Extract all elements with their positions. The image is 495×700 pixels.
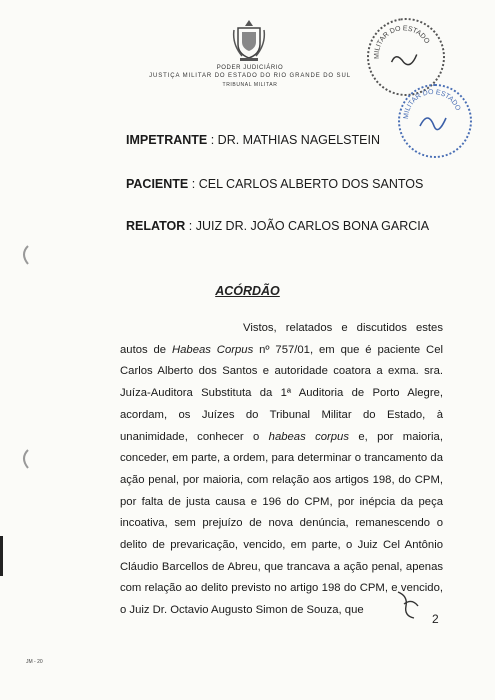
body-text-2: nº 757/01, em que é paciente Cel Carlos Alberto dos Santos e autoridade coatora a exma. sra. Juíza-Auditora Substituta da 1ª Auditoria de Porto Alegre, acordam, os Juízes do Tribunal Militar do Estado, à unanimidade, conhecer o bbox=[120, 343, 444, 443]
field-relator-value: : JUIZ DR. JOÃO CARLOS BONA GARCIA bbox=[188, 219, 430, 233]
stamp-1-text: MILITAR DO ESTADO bbox=[373, 25, 431, 60]
coat-of-arms-icon bbox=[232, 18, 266, 62]
page-number: 2 bbox=[432, 612, 439, 626]
body-text-1: Vistos, relatados e discutidos estes autos de bbox=[120, 322, 443, 356]
form-code: JM - 20 bbox=[26, 659, 43, 665]
official-stamp-2 bbox=[398, 84, 472, 158]
body-text-3: e, por maioria, conceder, em parte, a ordem, para determinar o trancamento da ação penal, por maioria, com relação aos artigos 198, do CPM, por falta de justa causa e 196 do CPM, por inépcia da peça incoativa, sem prejuízo de nova denúncia, remanescendo o delito de prevaricação, vencido, em parte, o Juiz Cel Antônio Cláudio Barcellos de Abreu, que trancava a ação penal, apenas com relação ao delito previsto no artigo 198 do CPM, e vencido, o Juiz Dr. Octavio Augusto Simon de Souza, que bbox=[120, 430, 443, 617]
field-paciente-value: : CEL CARLOS ALBERTO DOS SANTOS bbox=[191, 177, 424, 191]
field-paciente-label: PACIENTE bbox=[126, 177, 189, 191]
document-body bbox=[120, 318, 443, 622]
field-relator-label: RELATOR bbox=[126, 219, 186, 233]
body-paragraph bbox=[120, 318, 443, 622]
field-impetrante-label: IMPETRANTE bbox=[126, 133, 208, 147]
signature-rubric bbox=[390, 584, 430, 624]
field-impetrante bbox=[126, 133, 380, 147]
field-paciente bbox=[126, 177, 423, 191]
body-italic-1: Habeas Corpus bbox=[171, 343, 254, 356]
stamp-1-graphic bbox=[364, 16, 443, 95]
punch-hole-mark bbox=[18, 244, 32, 266]
scan-edge-mark bbox=[0, 536, 3, 576]
svg-text:MILITAR DO ESTADO bbox=[370, 21, 432, 59]
header-line-3: TRIBUNAL MILITAR bbox=[222, 82, 278, 88]
document-title: ACÓRDÃO bbox=[215, 284, 280, 298]
header-line-2: JUSTIÇA MILITAR DO ESTADO DO RIO GRANDE DO SUL bbox=[149, 73, 351, 79]
field-impetrante-value: : DR. MATHIAS NAGELSTEIN bbox=[210, 133, 380, 147]
stamp-2-graphic bbox=[400, 86, 466, 152]
svg-text:MILITAR DO ESTADO bbox=[403, 89, 462, 119]
body-italic-2: habeas corpus bbox=[268, 430, 349, 443]
punch-hole-mark bbox=[18, 448, 32, 470]
field-relator bbox=[126, 219, 429, 233]
stamp-2-text: MILITAR DO ESTADO bbox=[402, 88, 462, 120]
header-line-1: PODER JUDICIÁRIO bbox=[216, 65, 284, 71]
